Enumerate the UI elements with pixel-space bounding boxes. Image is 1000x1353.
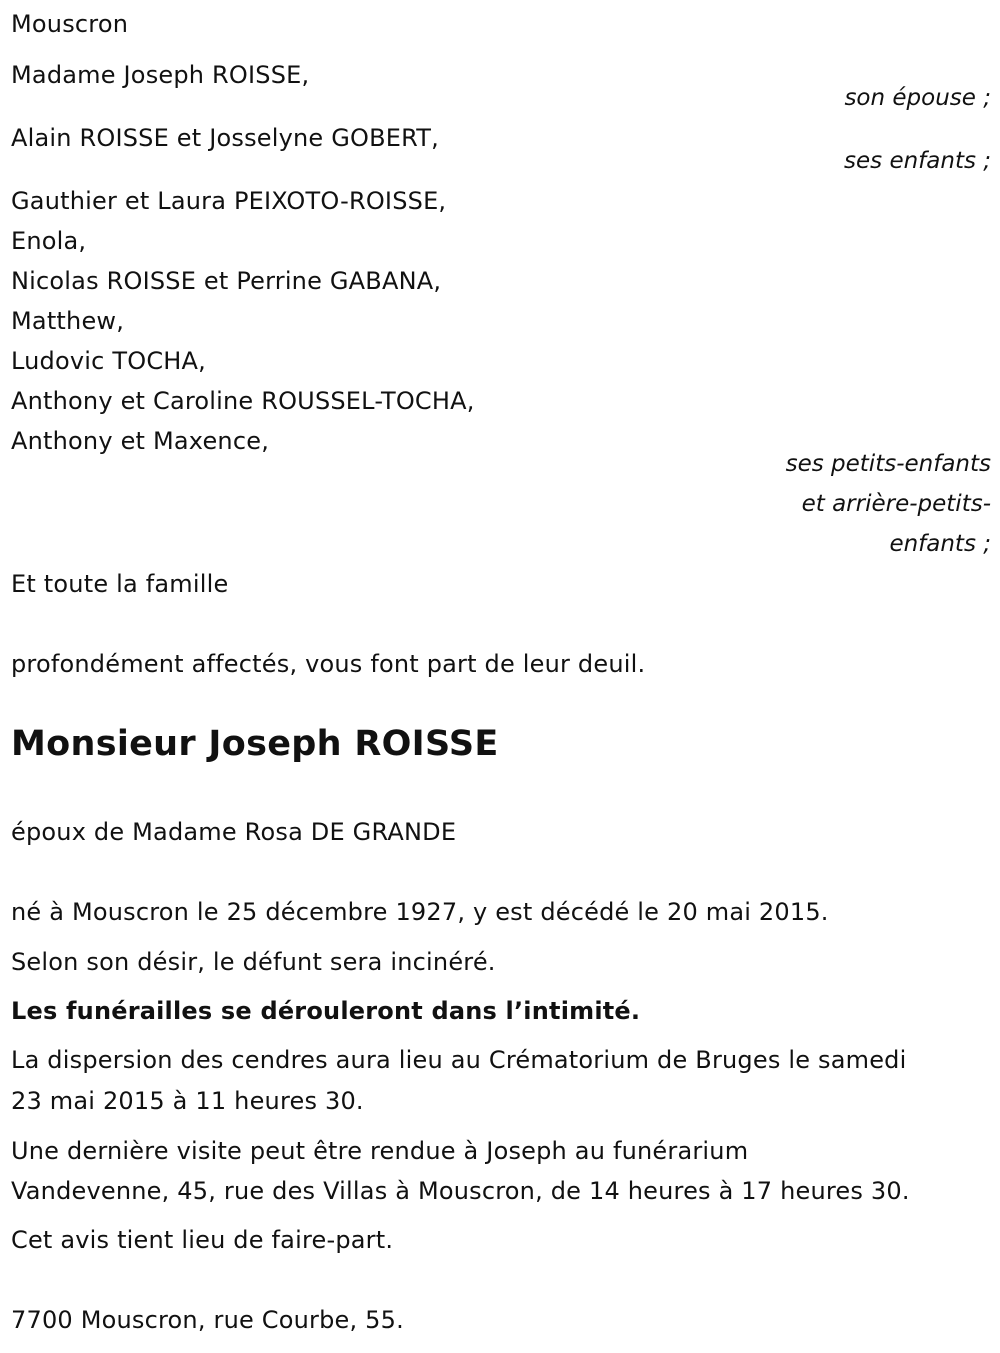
grandchild-line: Gauthier et Laura PEIXOTO-ROISSE, [11, 187, 447, 215]
spouse-relation: son épouse ; [844, 85, 991, 111]
grandchild-line: Anthony et Caroline ROUSSEL-TOCHA, [11, 387, 475, 415]
grandchildren-relation-3: enfants ; [889, 531, 991, 557]
visit-text-1: Une dernière visite peut être rendue à Joseph au funérarium [11, 1137, 749, 1165]
announcement-text: profondément affectés, vous font part de leur deuil. [11, 650, 646, 678]
dispersion-text-2: 23 mai 2015 à 11 heures 30. [11, 1087, 364, 1115]
grandchild-line: Anthony et Maxence, [11, 427, 270, 455]
address-text: 7700 Mouscron, rue Courbe, 55. [11, 1306, 404, 1334]
children-name: Alain ROISSE et Josselyne GOBERT, [11, 124, 439, 152]
grandchild-line: Ludovic TOCHA, [11, 347, 206, 375]
wish-text: Selon son désir, le défunt sera incinéré. [11, 948, 496, 976]
dispersion-text-1: La dispersion des cendres aura lieu au Crématorium de Bruges le samedi [11, 1046, 907, 1074]
grandchildren-relation-2: et arrière-petits- [801, 491, 991, 517]
grandchild-line: Nicolas ROISSE et Perrine GABANA, [11, 267, 442, 295]
children-relation: ses enfants ; [844, 148, 991, 174]
spouse-of-text: époux de Madame Rosa DE GRANDE [11, 818, 457, 846]
deceased-name: Monsieur Joseph ROISSE [11, 724, 499, 764]
grandchildren-relation-1: ses petits-enfants [785, 451, 991, 477]
header-city: Mouscron [11, 10, 129, 38]
birth-death-text: né à Mouscron le 25 décembre 1927, y est décédé le 20 mai 2015. [11, 898, 829, 926]
visit-text-2: Vandevenne, 45, rue des Villas à Mouscron, de 14 heures à 17 heures 30. [11, 1177, 910, 1205]
notice-text: Cet avis tient lieu de faire-part. [11, 1226, 394, 1254]
spouse-name: Madame Joseph ROISSE, [11, 61, 310, 89]
grandchild-line: Matthew, [11, 307, 125, 335]
others-line: Et toute la famille [11, 570, 229, 598]
grandchild-line: Enola, [11, 227, 87, 255]
funeral-text: Les funérailles se dérouleront dans l’intimité. [11, 997, 641, 1025]
